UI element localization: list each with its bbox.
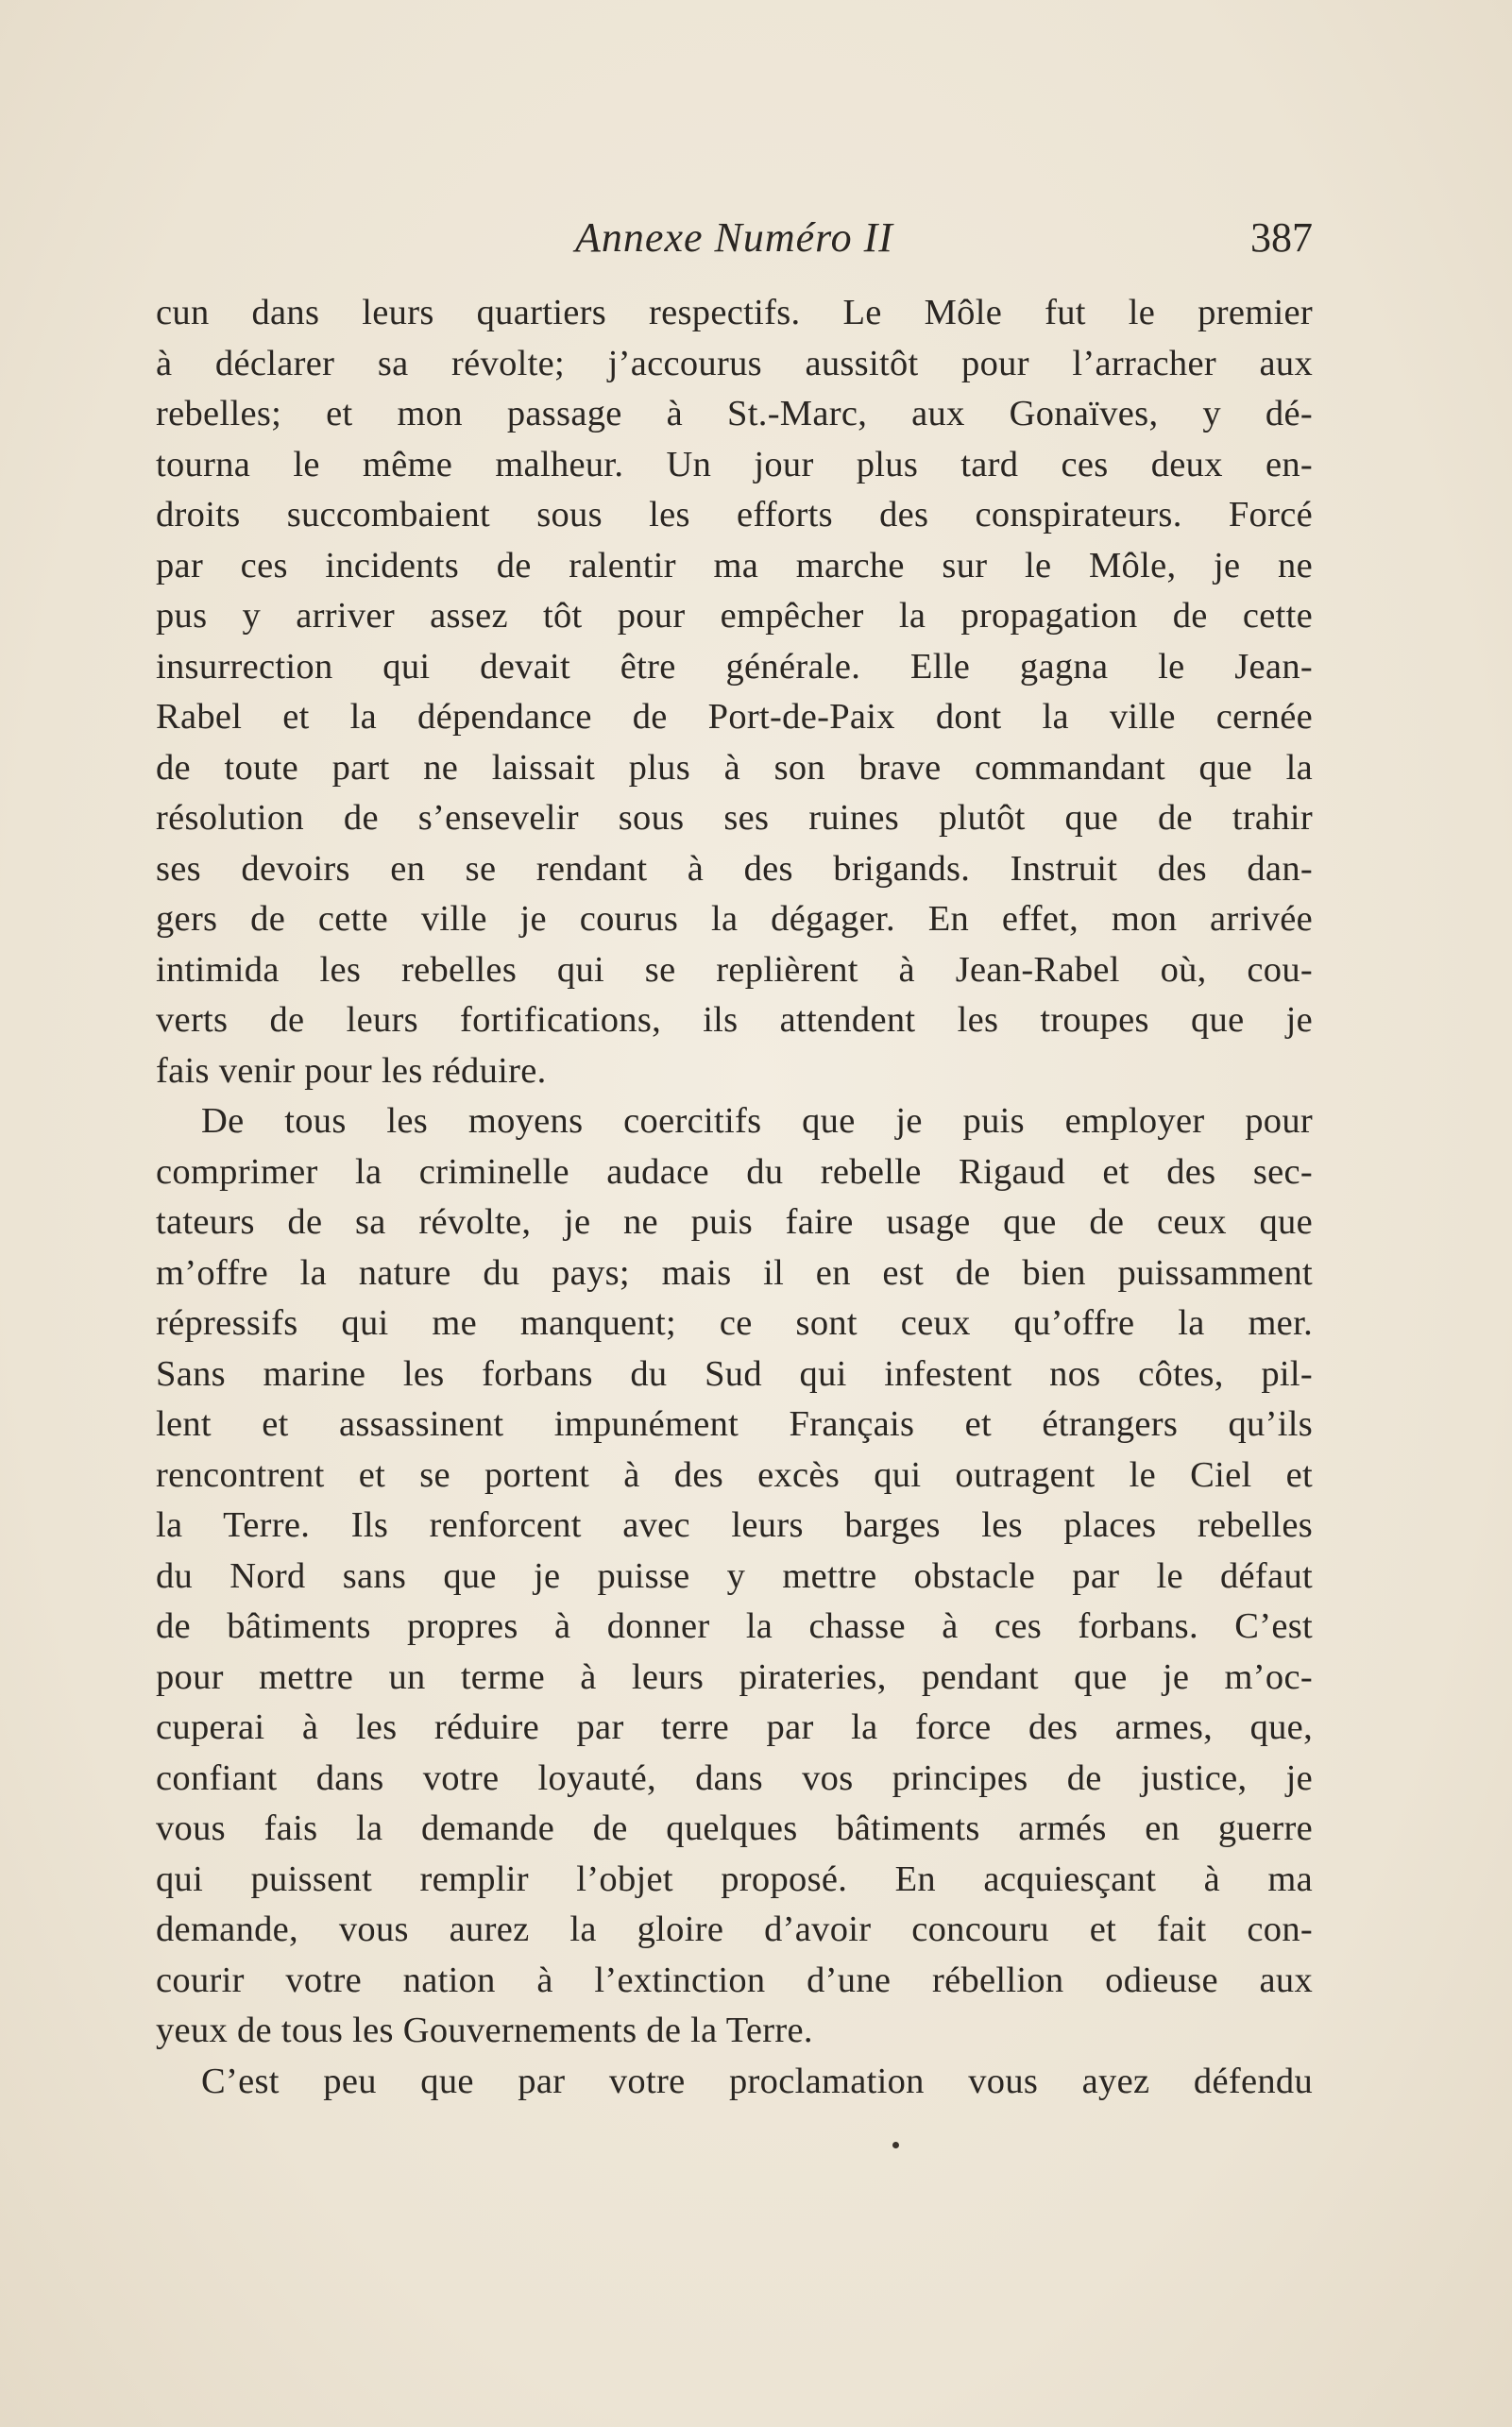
text-line: répressifs qui me manquent; ce sont ceux qu’offre la mer. — [156, 1303, 1313, 1343]
text-line: pus y arriver assez tôt pour empêcher la propagation de cette — [156, 596, 1313, 636]
text-line: comprimer la criminelle audace du rebelle Rigaud et des sec- — [156, 1151, 1313, 1192]
text-line: Sans marine les forbans du Sud qui infestent nos côtes, pil- — [156, 1353, 1313, 1394]
text-line: à déclarer sa révolte; j’accourus aussitôt pour l’arracher aux — [156, 343, 1313, 383]
text-line: du Nord sans que je puisse y mettre obstacle par le défaut — [156, 1555, 1313, 1596]
text-line: résolution de s’ensevelir sous ses ruines plutôt que de trahir — [156, 798, 1313, 838]
text-line: par ces incidents de ralentir ma marche sur le Môle, je ne — [156, 545, 1313, 586]
text-line: confiant dans votre loyauté, dans vos principes de justice, je — [156, 1757, 1313, 1798]
text-line: tateurs de sa révolte, je ne puis faire usage que de ceux que — [156, 1202, 1313, 1242]
text-line: rencontrent et se portent à des excès qui outragent le Ciel et — [156, 1454, 1313, 1495]
text-line: vous fais la demande de quelques bâtiments armés en guerre — [156, 1808, 1313, 1848]
text-line: intimida les rebelles qui se replièrent à Jean-Rabel où, cou- — [156, 949, 1313, 990]
text-line: ses devoirs en se rendant à des brigands. Instruit des dan- — [156, 848, 1313, 889]
text-line: la Terre. Ils renforcent avec leurs barges les places rebelles — [156, 1505, 1313, 1545]
text-line: lent et assassinent impunément Français et étrangers qu’ils — [156, 1404, 1313, 1444]
text-line: de bâtiments propres à donner la chasse à ces forbans. C’est — [156, 1606, 1313, 1646]
page-header — [156, 210, 1313, 266]
text-line: demande, vous aurez la gloire d’avoir concouru et fait con- — [156, 1909, 1313, 1949]
text-line: rebelles; et mon passage à St.-Marc, aux Gonaïves, y dé- — [156, 394, 1313, 433]
text-line: verts de leurs fortifications, ils attendent les troupes que je — [156, 1000, 1313, 1040]
paragraph-start-line: C’est peu que par votre proclamation vous ayez défendu — [201, 2061, 1313, 2101]
text-line: qui puissent remplir l’objet proposé. En acquiesçant à ma — [156, 1858, 1313, 1899]
text-line: courir votre nation à l’extinction d’une rébellion odieuse aux — [156, 1960, 1313, 2000]
paragraph-start-line: De tous les moyens coercitifs que je puis employer pour — [201, 1101, 1313, 1141]
text-line: Rabel et la dépendance de Port-de-Paix dont la ville cernée — [156, 697, 1313, 737]
running-title: Annexe Numéro II — [575, 214, 893, 261]
text-line: droits succombaient sous les efforts des conspirateurs. Forcé — [156, 495, 1313, 535]
text-line: de toute part ne laissait plus à son brave commandant que la — [156, 747, 1313, 788]
page-number: 387 — [1250, 214, 1313, 261]
body-text — [156, 288, 1313, 2107]
ink-speck — [892, 2142, 899, 2148]
text-line: gers de cette ville je courus la dégager. En effet, mon arrivée — [156, 899, 1313, 939]
text-line: cun dans leurs quartiers respectifs. Le Môle fut le premier — [156, 293, 1313, 332]
text-line: tourna le même malheur. Un jour plus tard ces deux en- — [156, 444, 1313, 484]
text-line: pour mettre un terme à leurs pirateries, pendant que je m’oc- — [156, 1656, 1313, 1697]
text-line: insurrection qui devait être générale. Elle gagna le Jean- — [156, 646, 1313, 687]
paragraph-end-line: yeux de tous les Gouvernements de la Terre. — [156, 2011, 813, 2050]
text-line: cuperai à les réduire par terre par la force des armes, que, — [156, 1707, 1313, 1747]
text-line: m’offre la nature du pays; mais il en est de bien puissamment — [156, 1252, 1313, 1293]
paragraph-end-line: fais venir pour les réduire. — [156, 1050, 547, 1091]
